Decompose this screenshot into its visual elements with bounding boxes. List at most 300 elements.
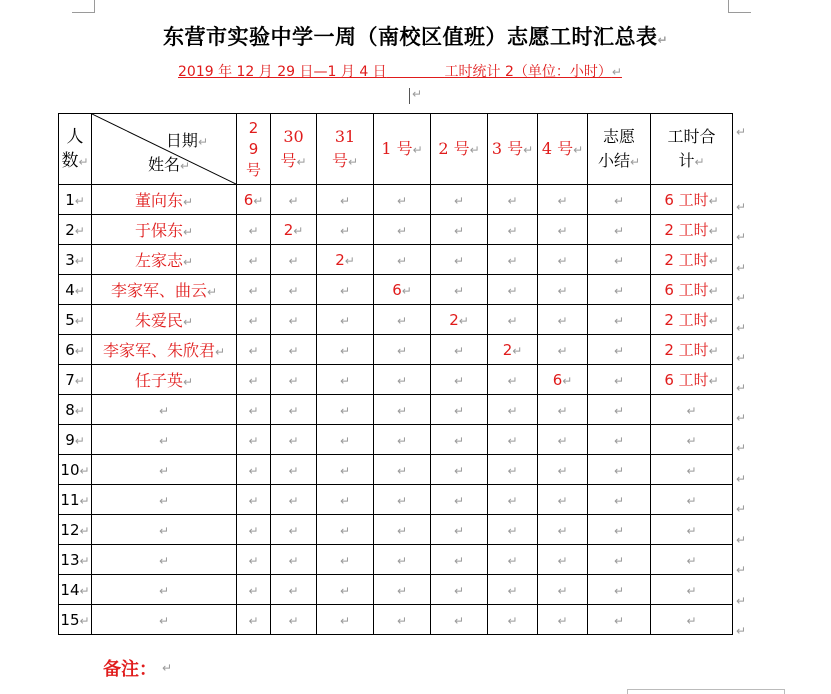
row-end-mark: ↵ (736, 441, 747, 455)
table-row (59, 275, 733, 305)
total-hours-cell[interactable] (651, 455, 733, 485)
hours-cell[interactable] (488, 425, 538, 455)
cell-end-mark: ↵ (507, 283, 518, 298)
cell-end-mark: ↵ (339, 223, 351, 238)
hours-cell[interactable] (431, 425, 488, 455)
cell-end-mark: ↵ (613, 433, 625, 448)
hours-cell[interactable] (271, 545, 317, 575)
cell-end-mark: ↵ (396, 193, 408, 208)
hours-cell-text: 2 (335, 250, 345, 269)
row-end-mark: ↵ (736, 563, 747, 577)
hours-cell[interactable] (374, 485, 431, 515)
header-date-31[interactable]: 31 号↵ (317, 114, 374, 185)
hours-cell[interactable] (374, 365, 431, 395)
total-hours-cell[interactable] (651, 575, 733, 605)
cell-end-mark: ↵ (453, 493, 465, 508)
hours-cell[interactable] (317, 365, 374, 395)
volunteer-name[interactable] (92, 515, 237, 545)
cell-end-mark: ↵ (686, 523, 697, 538)
total-hours-cell[interactable] (651, 365, 733, 395)
total-hours-cell[interactable] (651, 215, 733, 245)
volunteer-name[interactable] (92, 275, 237, 305)
date-range[interactable]: 2019 年 12 月 29 日—1 月 4 日 (178, 64, 387, 80)
table-row (59, 455, 733, 485)
total-hours-cell[interactable] (651, 335, 733, 365)
cell-end-mark: ↵ (507, 493, 518, 508)
cell-end-mark: ↵ (248, 343, 259, 358)
hours-cell[interactable] (237, 335, 271, 365)
row-number[interactable] (59, 305, 92, 335)
row-end-mark: ↵ (736, 381, 747, 395)
table-header-row (59, 114, 733, 185)
volunteer-name[interactable] (92, 305, 237, 335)
hours-cell[interactable] (317, 455, 374, 485)
cell-end-mark: ↵ (507, 253, 518, 268)
hours-cell[interactable] (271, 485, 317, 515)
hours-cell[interactable] (431, 275, 488, 305)
cell-end-mark: ↵ (344, 253, 355, 268)
paragraph-mark: ↵ (162, 661, 173, 675)
summary-cell[interactable] (588, 485, 651, 515)
hours-cell[interactable] (317, 515, 374, 545)
summary-cell[interactable] (588, 575, 651, 605)
hours-cell[interactable] (271, 245, 317, 275)
header-name-label: 姓名↵ (148, 155, 191, 174)
cell-end-mark: ↵ (158, 404, 170, 418)
hours-cell[interactable] (488, 395, 538, 425)
cell-end-mark: ↵ (507, 523, 518, 538)
header-date-1[interactable]: 1 号↵ (374, 114, 431, 185)
volunteer-name[interactable] (92, 245, 237, 275)
hours-cell[interactable] (317, 395, 374, 425)
hours-cell[interactable] (538, 305, 588, 335)
cell-end-mark: ↵ (79, 493, 90, 508)
hours-cell[interactable] (431, 515, 488, 545)
hours-cell[interactable] (237, 185, 271, 215)
cell-end-mark: ↵ (182, 255, 194, 269)
hours-cell[interactable] (538, 515, 588, 545)
total-hours-cell[interactable] (651, 185, 733, 215)
cell-end-mark: ↵ (507, 463, 518, 478)
hours-cell-text: 6 (552, 370, 563, 389)
row-number[interactable] (59, 215, 92, 245)
hours-cell[interactable] (271, 515, 317, 545)
hours-cell[interactable] (317, 545, 374, 575)
cell-end-mark: ↵ (253, 193, 264, 208)
row-number[interactable] (59, 275, 92, 305)
hours-cell[interactable] (488, 245, 538, 275)
cell-end-mark: ↵ (708, 194, 719, 208)
cell-end-mark: ↵ (557, 253, 568, 268)
row-number-text: 10 (60, 460, 80, 479)
cell-end-mark: ↵ (686, 583, 697, 598)
hours-cell[interactable] (237, 215, 271, 245)
hours-cell[interactable] (374, 275, 431, 305)
total-hours-cell-text: 2 工时 (664, 311, 709, 329)
hours-cell[interactable] (237, 245, 271, 275)
hours-cell[interactable] (488, 515, 538, 545)
header-total-hours[interactable]: 工时合 计↵ (651, 114, 733, 185)
cell-end-mark: ↵ (396, 343, 408, 358)
hours-cell[interactable] (538, 335, 588, 365)
title-text[interactable]: 东营市实验中学一周（南校区值班）志愿工时汇总表 (162, 24, 658, 49)
header-date-2[interactable]: 2 号↵ (431, 114, 488, 185)
summary-cell[interactable] (588, 245, 651, 275)
hours-cell[interactable] (317, 425, 374, 455)
cell-end-mark: ↵ (248, 583, 259, 598)
summary-cell[interactable] (588, 215, 651, 245)
hours-cell[interactable] (374, 515, 431, 545)
header-volunteer-summary[interactable]: 志愿 小结↵ (588, 114, 651, 185)
hours-cell[interactable] (271, 215, 317, 245)
volunteer-name[interactable] (92, 185, 237, 215)
remark-label[interactable]: 备注： (103, 659, 157, 680)
cell-end-mark: ↵ (339, 343, 351, 358)
summary-cell[interactable] (588, 185, 651, 215)
hours-cell[interactable] (374, 425, 431, 455)
hours-cell[interactable] (431, 335, 488, 365)
hours-cell[interactable] (317, 335, 374, 365)
cell-end-mark: ↵ (74, 343, 85, 358)
hours-cell[interactable] (374, 335, 431, 365)
cell-end-mark: ↵ (79, 463, 90, 478)
total-hours-cell[interactable] (651, 275, 733, 305)
cell-end-mark: ↵ (507, 313, 518, 328)
cell-end-mark: ↵ (507, 193, 518, 208)
hours-cell[interactable] (488, 335, 538, 365)
row-end-mark: ↵ (736, 411, 747, 425)
hours-cell[interactable] (431, 575, 488, 605)
hours-cell[interactable] (538, 605, 588, 635)
hours-cell[interactable] (538, 185, 588, 215)
row-end-mark: ↵ (736, 351, 747, 365)
status-strip (627, 689, 785, 694)
header-date-30[interactable]: 30 号↵ (271, 114, 317, 185)
cell-end-mark: ↵ (507, 223, 518, 238)
document-subtitle[interactable] (178, 62, 622, 82)
hours-cell[interactable] (317, 575, 374, 605)
row-number[interactable] (59, 515, 92, 545)
total-hours-cell[interactable] (651, 395, 733, 425)
table-row (59, 485, 733, 515)
hours-cell[interactable] (237, 455, 271, 485)
hours-cell[interactable] (538, 485, 588, 515)
total-hours-cell[interactable] (651, 305, 733, 335)
cell-end-mark: ↵ (288, 553, 299, 568)
row-number-text: 6 (65, 340, 75, 359)
hours-cell[interactable] (538, 575, 588, 605)
paragraph-mark: ↵ (611, 65, 622, 79)
row-end-mark: ↵ (736, 502, 747, 516)
summary-cell[interactable] (588, 455, 651, 485)
hours-table[interactable] (58, 113, 733, 635)
hours-cell[interactable] (237, 485, 271, 515)
total-hours-cell[interactable] (651, 605, 733, 635)
row-number[interactable] (59, 245, 92, 275)
hours-cell[interactable] (374, 185, 431, 215)
cell-end-mark: ↵ (248, 463, 259, 478)
row-number-text: 12 (60, 520, 80, 539)
hours-cell[interactable] (431, 455, 488, 485)
hours-cell[interactable] (374, 395, 431, 425)
page-corner-mark-right (728, 0, 751, 13)
total-hours-cell-text: 2 工时 (664, 221, 709, 239)
row-end-mark: ↵ (736, 261, 747, 275)
hours-cell[interactable] (237, 545, 271, 575)
paragraph-mark: ↵ (657, 33, 669, 47)
cell-end-mark: ↵ (396, 613, 408, 628)
cell-end-mark: ↵ (613, 583, 625, 598)
cell-end-mark: ↵ (288, 253, 299, 268)
row-number[interactable] (59, 485, 92, 515)
cell-end-mark: ↵ (507, 553, 518, 568)
total-hours-cell[interactable] (651, 425, 733, 455)
hours-cell[interactable] (317, 245, 374, 275)
volunteer-name[interactable] (92, 365, 237, 395)
row-number-text: 15 (60, 610, 80, 629)
cell-end-mark: ↵ (248, 313, 259, 328)
hours-cell[interactable] (538, 245, 588, 275)
hours-cell[interactable] (271, 365, 317, 395)
hours-cell[interactable] (538, 365, 588, 395)
cell-end-mark: ↵ (613, 283, 625, 298)
cell-end-mark: ↵ (248, 433, 259, 448)
summary-cell[interactable] (588, 335, 651, 365)
hours-cell[interactable] (488, 605, 538, 635)
hours-cell[interactable] (237, 515, 271, 545)
cell-end-mark: ↵ (339, 553, 351, 568)
hours-cell[interactable] (374, 215, 431, 245)
cell-end-mark: ↵ (248, 553, 259, 568)
hours-cell[interactable] (431, 365, 488, 395)
total-hours-cell[interactable] (651, 515, 733, 545)
hours-cell-text: 6 (392, 280, 402, 299)
hours-cell[interactable] (488, 365, 538, 395)
hours-cell[interactable] (488, 455, 538, 485)
hours-cell[interactable] (237, 605, 271, 635)
cell-end-mark: ↵ (613, 223, 625, 238)
summary-cell[interactable] (588, 605, 651, 635)
hours-cell[interactable] (431, 185, 488, 215)
row-number-text: 4 (65, 280, 75, 299)
row-number[interactable] (59, 605, 92, 635)
volunteer-name[interactable] (92, 485, 237, 515)
cell-end-mark: ↵ (557, 553, 568, 568)
hours-cell[interactable] (538, 215, 588, 245)
hours-cell[interactable] (431, 215, 488, 245)
hours-cell[interactable] (271, 335, 317, 365)
cell-end-mark: ↵ (288, 493, 299, 508)
row-number[interactable] (59, 365, 92, 395)
hours-cell[interactable] (271, 605, 317, 635)
hours-cell[interactable] (538, 275, 588, 305)
cell-end-mark: ↵ (453, 253, 465, 268)
cell-end-mark: ↵ (74, 283, 85, 298)
row-number[interactable] (59, 575, 92, 605)
cell-end-mark: ↵ (708, 284, 719, 298)
header-date-4[interactable]: 4 号↵ (538, 114, 588, 185)
hours-cell[interactable] (374, 245, 431, 275)
summary-cell[interactable] (588, 305, 651, 335)
hours-cell[interactable] (271, 305, 317, 335)
row-number[interactable] (59, 335, 92, 365)
hours-cell[interactable] (317, 275, 374, 305)
row-number[interactable] (59, 395, 92, 425)
cell-end-mark: ↵ (339, 283, 351, 298)
cell-end-mark: ↵ (453, 433, 465, 448)
hours-cell[interactable] (488, 305, 538, 335)
cell-end-mark: ↵ (248, 613, 259, 628)
summary-cell[interactable] (588, 545, 651, 575)
hours-cell[interactable] (431, 305, 488, 335)
row-number-text: 5 (65, 310, 75, 329)
cell-end-mark: ↵ (74, 373, 85, 388)
header-date-29[interactable]: 2 9 号 (237, 114, 271, 185)
cell-end-mark: ↵ (453, 463, 465, 478)
hours-cell[interactable] (271, 575, 317, 605)
cell-end-mark: ↵ (339, 313, 351, 328)
hours-cell[interactable] (431, 395, 488, 425)
row-number[interactable] (59, 545, 92, 575)
row-number[interactable] (59, 455, 92, 485)
cell-end-mark: ↵ (557, 343, 568, 358)
total-hours-cell[interactable] (651, 545, 733, 575)
header-date-3[interactable]: 3 号↵ (488, 114, 538, 185)
hours-cell[interactable] (538, 455, 588, 485)
table-row (59, 515, 733, 545)
hours-cell[interactable] (374, 605, 431, 635)
cell-end-mark: ↵ (453, 223, 465, 238)
hours-cell[interactable] (374, 305, 431, 335)
cell-end-mark: ↵ (288, 373, 299, 388)
hours-cell[interactable] (431, 605, 488, 635)
hours-cell[interactable] (317, 185, 374, 215)
hours-cell[interactable] (271, 425, 317, 455)
hours-cell[interactable] (271, 395, 317, 425)
hours-cell[interactable] (237, 275, 271, 305)
hours-cell[interactable] (374, 545, 431, 575)
hours-cell[interactable] (237, 395, 271, 425)
hours-cell[interactable] (431, 485, 488, 515)
cell-end-mark: ↵ (453, 583, 465, 598)
row-number-text: 7 (65, 370, 75, 389)
hours-cell-text: 2 (502, 340, 513, 359)
stat-unit[interactable]: 工时统计 2（单位：小时） (444, 64, 612, 80)
cell-end-mark: ↵ (158, 614, 170, 628)
hours-cell[interactable] (431, 545, 488, 575)
hours-cell[interactable] (317, 605, 374, 635)
cell-end-mark: ↵ (613, 313, 625, 328)
hours-cell[interactable] (538, 395, 588, 425)
total-hours-cell-text: 6 工时 (664, 371, 709, 389)
header-person-count[interactable]: 人 数↵ (59, 114, 92, 185)
row-number-text: 1 (65, 190, 75, 209)
cell-end-mark: ↵ (686, 403, 697, 418)
volunteer-name[interactable] (92, 215, 237, 245)
hours-cell[interactable] (431, 245, 488, 275)
header-diagonal-cell[interactable] (92, 114, 237, 185)
hours-cell[interactable] (488, 275, 538, 305)
volunteer-name-text: 李家军、曲云 (110, 281, 207, 300)
hours-cell[interactable] (237, 425, 271, 455)
hours-cell[interactable] (488, 485, 538, 515)
hours-cell[interactable] (271, 185, 317, 215)
cell-end-mark: ↵ (562, 373, 573, 388)
cell-end-mark: ↵ (158, 434, 170, 448)
total-hours-cell-text: 6 工时 (664, 191, 709, 209)
row-number-text: 13 (60, 550, 80, 569)
cell-end-mark: ↵ (182, 195, 194, 209)
table-row (59, 395, 733, 425)
hours-cell[interactable] (488, 215, 538, 245)
volunteer-name-text: 李家军、朱欣君 (102, 341, 215, 360)
hours-cell[interactable] (237, 305, 271, 335)
hours-cell[interactable] (488, 185, 538, 215)
cell-end-mark: ↵ (613, 553, 625, 568)
summary-cell[interactable] (588, 395, 651, 425)
cell-end-mark: ↵ (339, 193, 351, 208)
hours-cell[interactable] (488, 545, 538, 575)
cell-end-mark: ↵ (396, 253, 408, 268)
cell-end-mark: ↵ (248, 373, 259, 388)
hours-cell[interactable] (317, 485, 374, 515)
cell-end-mark: ↵ (79, 553, 90, 568)
summary-cell[interactable] (588, 365, 651, 395)
cell-end-mark: ↵ (396, 583, 408, 598)
summary-cell[interactable] (588, 515, 651, 545)
hours-cell[interactable] (271, 455, 317, 485)
row-number[interactable] (59, 185, 92, 215)
cell-end-mark: ↵ (708, 254, 719, 268)
row-end-mark: ↵ (736, 533, 747, 547)
volunteer-name[interactable] (92, 575, 237, 605)
cell-end-mark: ↵ (214, 345, 226, 359)
document-title[interactable] (0, 22, 831, 55)
hours-cell[interactable] (237, 575, 271, 605)
hours-cell[interactable] (317, 305, 374, 335)
volunteer-name[interactable] (92, 455, 237, 485)
row-end-mark: ↵ (736, 125, 747, 139)
row-number[interactable] (59, 425, 92, 455)
row-number-text: 3 (65, 250, 75, 269)
hours-cell[interactable] (271, 275, 317, 305)
hours-cell[interactable] (538, 545, 588, 575)
summary-cell[interactable] (588, 425, 651, 455)
volunteer-name[interactable] (92, 395, 237, 425)
volunteer-name[interactable] (92, 425, 237, 455)
hours-cell[interactable] (374, 575, 431, 605)
cell-end-mark: ↵ (248, 283, 259, 298)
hours-cell[interactable] (374, 455, 431, 485)
total-hours-cell[interactable] (651, 245, 733, 275)
hours-cell[interactable] (317, 215, 374, 245)
volunteer-name[interactable] (92, 335, 237, 365)
volunteer-name-text: 朱爱民 (134, 311, 183, 330)
table-row (59, 335, 733, 365)
hours-cell[interactable] (237, 365, 271, 395)
hours-cell[interactable] (538, 425, 588, 455)
hours-cell[interactable] (488, 575, 538, 605)
cell-end-mark: ↵ (158, 584, 170, 598)
total-hours-cell[interactable] (651, 485, 733, 515)
volunteer-name[interactable] (92, 605, 237, 635)
cell-end-mark: ↵ (158, 524, 170, 538)
cell-end-mark: ↵ (339, 493, 351, 508)
summary-cell[interactable] (588, 275, 651, 305)
cell-end-mark: ↵ (401, 283, 412, 298)
volunteer-name[interactable] (92, 545, 237, 575)
cell-end-mark: ↵ (396, 373, 408, 388)
